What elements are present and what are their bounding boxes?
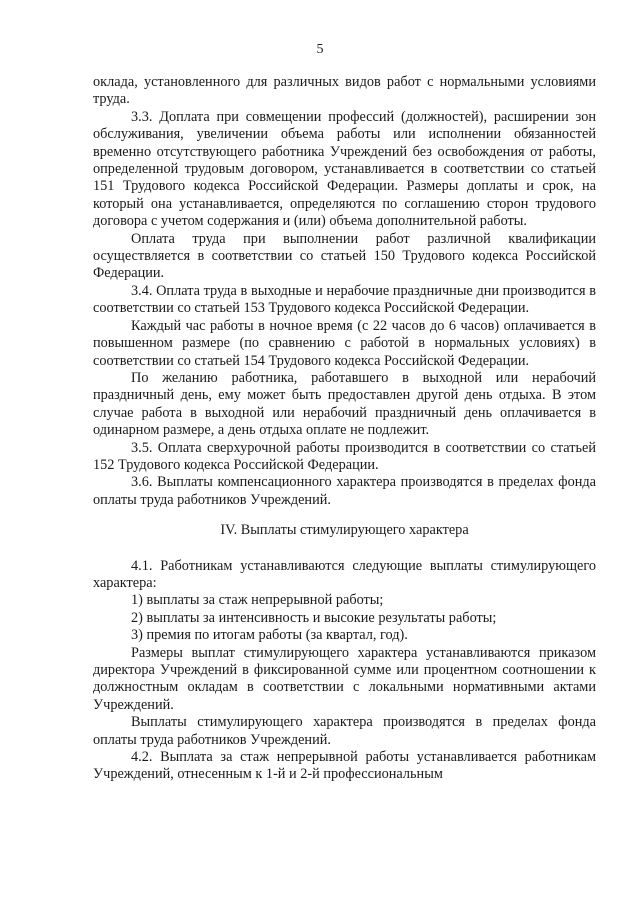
- page-number: 5: [316, 42, 324, 57]
- paragraph-3-5: 3.5. Оплата сверхурочной работы производится в соответствии со статьей 152 Трудового кодекса Российской Федерации.: [93, 439, 596, 473]
- document-body: [93, 74, 596, 784]
- paragraph-3-6: 3.6. Выплаты компенсационного характера производятся в пределах фонда оплаты труда работников Учреждений.: [93, 474, 596, 508]
- paragraph-4-2: 4.2. Выплата за стаж непрерывной работы устанавливается работникам Учреждений, отнесенным к 1-й и 2-й профессиональным: [93, 749, 596, 783]
- list-item: 2) выплаты за интенсивность и высокие результаты работы;: [131, 609, 497, 626]
- list-item: 1) выплаты за стаж непрерывной работы;: [131, 592, 384, 609]
- paragraph-3-4: 3.4. Оплата труда в выходные и нерабочие праздничные дни производится в соответствии со статьей 153 Трудового кодекса Российской Федерации.: [93, 282, 596, 317]
- paragraph-4-1: 4.1. Работникам устанавливаются следующие выплаты стимулирующего характера:: [93, 557, 596, 591]
- paragraph-day-off: По желанию работника, работавшего в выходной или нерабочий праздничный день, ему может быть предоставлен другой день отдыха. В этом случае работа в выходной или нерабочий праздничный день оплачивается в одинарном размере, а день отдыха оплате не подлежит.: [93, 369, 596, 439]
- list-item: 3) премия по итогам работы (за квартал, год).: [131, 627, 408, 644]
- section-heading: IV. Выплаты стимулирующего характера: [220, 522, 469, 539]
- paragraph-3-3: 3.3. Доплата при совмещении профессий (должностей), расширении зон обслуживания, увеличении объема работы или исполнении обязанностей временно отсутствующего работника Учреждений без освобождения от работы, определенной трудовым договором, устанавливается в соответствии со статьей 151 Трудового кодекса Российской Федерации. Размеры доплаты и срок, на который она устанавливается, определяются по соглашению сторон трудового договора с учетом содержания и (или) объема дополнительной работы.: [93, 108, 596, 230]
- paragraph-payment-sizes: Размеры выплат стимулирующего характера устанавливаются приказом директора Учреждений в фиксированной сумме или процентном соотношении к должностным окладам в соответствии с локальными нормативными актами Учреждений.: [93, 644, 596, 713]
- paragraph-qualification-pay: Оплата труда при выполнении работ различной квалификации осуществляется в соответствии со статьей 150 Трудового кодекса Российской Федерации.: [93, 230, 596, 282]
- paragraph-continuation: оклада, установленного для различных видов работ с нормальными условиями труда.: [93, 74, 596, 108]
- paragraph-night-work: Каждый час работы в ночное время (с 22 часов до 6 часов) оплачивается в повышенном размере (по сравнению с работой в нормальных условиях) в соответствии со статьей 154 Трудового кодекса Российской Федерации.: [93, 317, 596, 369]
- paragraph-payment-fund: Выплаты стимулирующего характера производятся в пределах фонда оплаты труда работников Учреждений.: [93, 714, 596, 748]
